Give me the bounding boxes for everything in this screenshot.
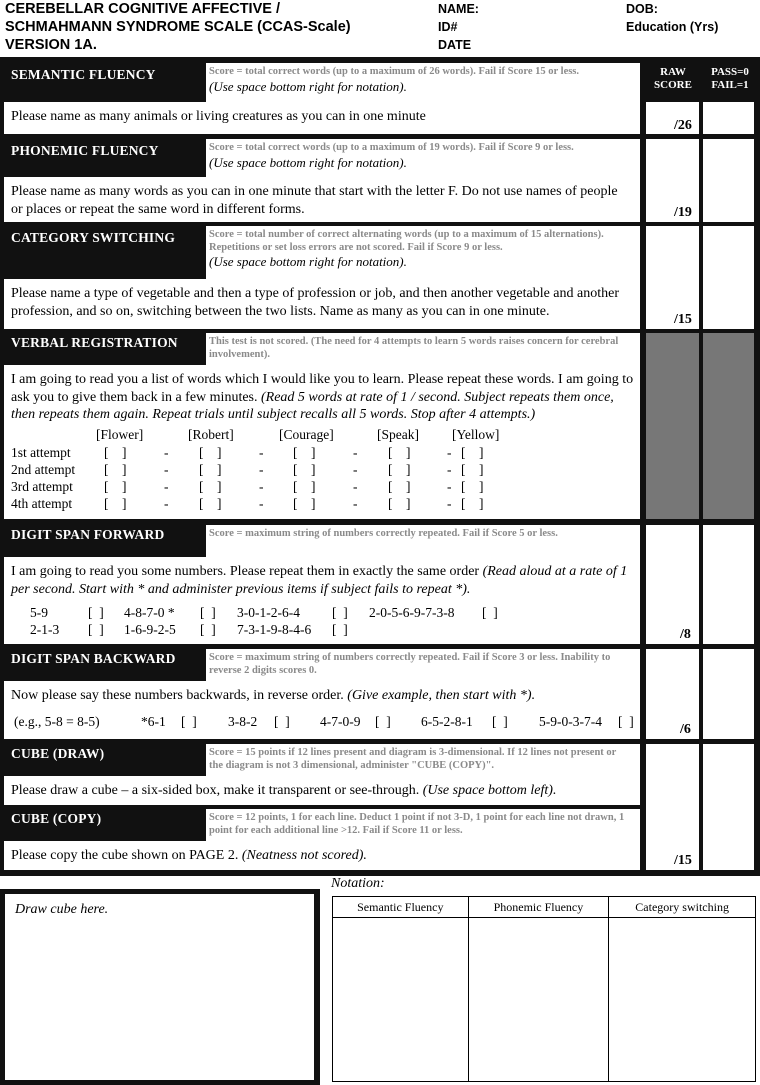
phonemic-instruction-box xyxy=(4,177,640,222)
attempt-dash: - xyxy=(353,445,358,460)
category-note-box xyxy=(206,226,640,279)
fwd-item: 7-3-1-9-8-4-6 xyxy=(237,622,312,637)
cube-copy-note: Score = 12 points, 1 for each line. Deduct 1 point if not 3-D, 1 point for each line not drawn, 1 point for each additional line >12. Fail if Score 11 or less. xyxy=(209,812,625,836)
attempt-checkbox[interactable]: [ ] xyxy=(461,462,484,477)
verbal-title: VERBAL REGISTRATION xyxy=(11,335,178,350)
fwd-box[interactable]: [ ] xyxy=(200,622,216,637)
attempt-checkbox[interactable]: [ ] xyxy=(388,496,411,511)
draw-cube-area[interactable] xyxy=(5,894,314,1080)
attempt-checkbox[interactable]: [ ] xyxy=(293,462,316,477)
pass-fail-header: PASS=0 FAIL=1 xyxy=(711,66,749,91)
attempt-label: 1st attempt xyxy=(11,445,71,460)
attempt-checkbox[interactable]: [ ] xyxy=(199,479,222,494)
forward-note: Score = maximum string of numbers correctly repeated. Fail if Score 5 or less. xyxy=(209,528,558,539)
forward-pass-fail-cell[interactable] xyxy=(703,525,754,644)
cube-copy-instruction: Please copy the cube shown on PAGE 2. (Neatness not scored). xyxy=(11,848,367,863)
attempt-dash: - xyxy=(447,445,452,460)
category-note: Score = total number of correct alternating words (up to a maximum of 15 alternations). Repetitions or set loss errors are not scored. Fail if Score 9 or less. (Use space bottom right for notation). xyxy=(209,229,604,269)
cube-draw-instruction-box xyxy=(4,776,640,805)
cube-draw-note-box xyxy=(206,744,640,776)
fwd-item: 2-1-3 xyxy=(30,622,60,637)
word-yellow: [Yellow] xyxy=(452,427,500,442)
bwd-box[interactable]: [ ] xyxy=(618,714,634,729)
bwd-box[interactable]: [ ] xyxy=(274,714,290,729)
backward-title: DIGIT SPAN BACKWARD xyxy=(11,651,176,666)
attempt-dash: - xyxy=(353,496,358,511)
semantic-title: SEMANTIC FLUENCY xyxy=(11,67,156,82)
backward-instruction: Now please say these numbers backwards, in reverse order. (Give example, then start with *). xyxy=(11,688,536,703)
cube-draw-note: Score = 15 points if 12 lines present and diagram is 3-dimensional. If 12 lines not present or the diagram is not 3 dimensional, administer "CUBE (COPY)". xyxy=(209,747,617,771)
phonemic-pass-fail-cell[interactable] xyxy=(703,139,754,222)
forward-instruction: I am going to read you some numbers. Please repeat them in exactly the same order (Read aloud at a rate of 1 per second. Start with * and administer previous items if subject fails to repeat *). xyxy=(11,564,628,597)
attempt-checkbox[interactable]: [ ] xyxy=(388,462,411,477)
notation-cell-semantic[interactable] xyxy=(333,918,469,1082)
attempt-label: 4th attempt xyxy=(11,496,73,511)
word-courage: [Courage] xyxy=(279,427,334,442)
attempt-dash: - xyxy=(353,462,358,477)
cube-copy-note-box xyxy=(206,809,640,841)
form-title-line-2: SCHMAHMANN SYNDROME SCALE (CCAS-Scale) xyxy=(5,19,351,35)
backward-note: Score = maximum string of numbers correctly repeated. Fail if Score 3 or less. Inability to reverse 2 digits scores 0. xyxy=(209,652,611,676)
word-flower: [Flower] xyxy=(96,427,144,442)
notation-col-phonemic: Phonemic Fluency xyxy=(468,897,609,918)
attempt-label: 3rd attempt xyxy=(11,479,73,494)
category-pass-fail-cell[interactable] xyxy=(703,226,754,329)
attempt-dash: - xyxy=(259,445,264,460)
form-title xyxy=(5,0,415,54)
bwd-item: 4-7-0-9 xyxy=(320,714,361,729)
notation-label: Notation: xyxy=(331,876,385,891)
notation-table xyxy=(332,896,756,1082)
form-title-line-3: VERSION 1A. xyxy=(5,37,97,53)
draw-cube-label: Draw cube here. xyxy=(15,902,109,917)
fwd-box[interactable]: [ ] xyxy=(88,605,104,620)
attempt-checkbox[interactable]: [ ] xyxy=(104,496,127,511)
forward-title: DIGIT SPAN FORWARD xyxy=(11,527,165,542)
patient-fields xyxy=(438,0,479,54)
attempt-dash: - xyxy=(259,479,264,494)
attempt-checkbox[interactable]: [ ] xyxy=(104,479,127,494)
bwd-item: *6-1 xyxy=(141,714,166,729)
attempt-dash: - xyxy=(164,479,169,494)
attempt-checkbox[interactable]: [ ] xyxy=(388,445,411,460)
attempt-checkbox[interactable]: [ ] xyxy=(293,445,316,460)
phonemic-score-cell[interactable] xyxy=(646,139,699,222)
phonemic-title: PHONEMIC FLUENCY xyxy=(11,143,159,158)
forward-note-box xyxy=(206,525,640,557)
patient-fields-right xyxy=(626,0,718,36)
verbal-score-cell-disabled xyxy=(646,333,699,519)
semantic-score-cell[interactable] xyxy=(646,102,699,134)
category-instruction: Please name a type of vegetable and then a type of profession or job, and then another vegetable and another profession, and so on, switching between the two lists. Name as many as you can in one minute. xyxy=(11,286,619,319)
backward-max-score: /6 xyxy=(680,722,691,737)
semantic-note-box xyxy=(206,63,640,102)
attempt-checkbox[interactable]: [ ] xyxy=(199,496,222,511)
verbal-note: This test is not scored. (The need for 4 attempts to learn 5 words raises concern for cerebral involvement). xyxy=(209,336,619,360)
fwd-item: 4-8-7-0 * xyxy=(124,605,175,620)
form-title-line-1: CEREBELLAR COGNITIVE AFFECTIVE / xyxy=(5,1,280,17)
verbal-note-box xyxy=(206,333,640,365)
fwd-box[interactable]: [ ] xyxy=(88,622,104,637)
draw-cube-frame xyxy=(0,889,320,1085)
verbal-instruction: I am going to read you a list of words which I would like you to learn. Please repeat these words. I am going to ask you to give them back in a few minutes. (Read 5 words at rate of 1 / second. Subject repeats them once, then repeats them again. Repeat trials until subject recalls all 5 words. Stop after 4 attempts.) xyxy=(11,372,634,422)
fwd-item: 3-0-1-2-6-4 xyxy=(237,605,300,620)
attempt-checkbox[interactable]: [ ] xyxy=(461,445,484,460)
phonemic-note-box xyxy=(206,139,640,177)
backward-note-box xyxy=(206,649,640,681)
notation-cell-category[interactable] xyxy=(609,918,756,1082)
attempt-checkbox[interactable]: [ ] xyxy=(293,496,316,511)
attempt-checkbox[interactable]: [ ] xyxy=(199,445,222,460)
semantic-instruction-box xyxy=(4,102,640,134)
backward-example: (e.g., 5-8 = 8-5) xyxy=(14,714,100,729)
cube-draw-instruction: Please draw a cube – a six-sided box, make it transparent or see-through. (Use space bottom left). xyxy=(11,783,557,798)
bwd-box[interactable]: [ ] xyxy=(181,714,197,729)
forward-instruction-box xyxy=(4,557,640,644)
fwd-item: 5-9 xyxy=(30,605,48,620)
category-instruction-box xyxy=(4,279,640,329)
fwd-box[interactable]: [ ] xyxy=(482,605,498,620)
verbal-pass-fail-cell-disabled xyxy=(703,333,754,519)
id-label: ID# xyxy=(438,20,458,34)
attempt-checkbox[interactable]: [ ] xyxy=(461,496,484,511)
cube-max-score: /15 xyxy=(674,853,692,868)
attempt-dash: - xyxy=(164,496,169,511)
dob-label: DOB: xyxy=(626,2,658,16)
attempt-checkbox[interactable]: [ ] xyxy=(104,462,127,477)
attempt-dash: - xyxy=(353,479,358,494)
name-label: NAME: xyxy=(438,2,479,16)
fwd-item: 1-6-9-2-5 xyxy=(124,622,176,637)
education-label: Education (Yrs) xyxy=(626,20,719,34)
attempt-dash: - xyxy=(164,462,169,477)
notation-col-category: Category switching xyxy=(609,897,756,918)
test-grid xyxy=(0,57,760,876)
verbal-instruction-box xyxy=(4,365,640,519)
cube-copy-title: CUBE (COPY) xyxy=(11,811,102,826)
raw-score-header: RAW SCORE xyxy=(654,66,692,91)
semantic-max-score: /26 xyxy=(674,118,692,133)
cube-draw-title: CUBE (DRAW) xyxy=(11,746,105,761)
notation-col-semantic: Semantic Fluency xyxy=(333,897,469,918)
forward-score-cell[interactable] xyxy=(646,525,699,644)
bwd-box[interactable]: [ ] xyxy=(375,714,391,729)
cube-score-cell[interactable] xyxy=(646,744,699,870)
category-score-cell[interactable] xyxy=(646,226,699,329)
fwd-box[interactable]: [ ] xyxy=(200,605,216,620)
phonemic-instruction: Please name as many words as you can in one minute that start with the letter F. Do not use names of people or places or repeat the same word in different forms. xyxy=(11,184,618,217)
attempt-checkbox[interactable]: [ ] xyxy=(199,462,222,477)
attempt-label: 2nd attempt xyxy=(11,462,76,477)
fwd-item: 2-0-5-6-9-7-3-8 xyxy=(369,605,455,620)
attempt-checkbox[interactable]: [ ] xyxy=(293,479,316,494)
attempt-checkbox[interactable]: [ ] xyxy=(461,479,484,494)
backward-instruction-box xyxy=(4,681,640,739)
bwd-item: 6-5-2-8-1 xyxy=(421,714,473,729)
phonemic-max-score: /19 xyxy=(674,205,692,220)
category-title: CATEGORY SWITCHING xyxy=(11,230,176,245)
date-label: DATE xyxy=(438,38,472,52)
attempt-dash: - xyxy=(259,462,264,477)
semantic-pass-fail-cell[interactable] xyxy=(703,102,754,134)
phonemic-note: Score = total correct words (up to a maximum of 19 words). Fail if Score 9 or less. (Use space bottom right for notation). xyxy=(209,142,574,170)
attempt-dash: - xyxy=(447,462,452,477)
bwd-item: 3-8-2 xyxy=(228,714,258,729)
notation-cell-phonemic[interactable] xyxy=(468,918,609,1082)
attempt-dash: - xyxy=(164,445,169,460)
attempt-checkbox[interactable]: [ ] xyxy=(388,479,411,494)
backward-score-cell[interactable] xyxy=(646,649,699,739)
attempt-dash: - xyxy=(447,496,452,511)
forward-max-score: /8 xyxy=(680,627,691,642)
word-robert: [Robert] xyxy=(188,427,234,442)
bwd-box[interactable]: [ ] xyxy=(492,714,508,729)
attempt-dash: - xyxy=(259,496,264,511)
word-speak: [Speak] xyxy=(377,427,419,442)
attempt-checkbox[interactable]: [ ] xyxy=(104,445,127,460)
category-max-score: /15 xyxy=(674,312,692,327)
cube-copy-instruction-box xyxy=(4,841,640,870)
bwd-item: 5-9-0-3-7-4 xyxy=(539,714,602,729)
cube-pass-fail-cell[interactable] xyxy=(703,744,754,870)
backward-pass-fail-cell[interactable] xyxy=(703,649,754,739)
fwd-box[interactable]: [ ] xyxy=(332,622,348,637)
attempt-dash: - xyxy=(447,479,452,494)
semantic-instruction: Please name as many animals or living creatures as you can in one minute xyxy=(11,109,426,124)
fwd-box[interactable]: [ ] xyxy=(332,605,348,620)
semantic-note: Score = total correct words (up to a maximum of 26 words). Fail if Score 15 or less. (Use space bottom right for notation). xyxy=(209,66,580,94)
